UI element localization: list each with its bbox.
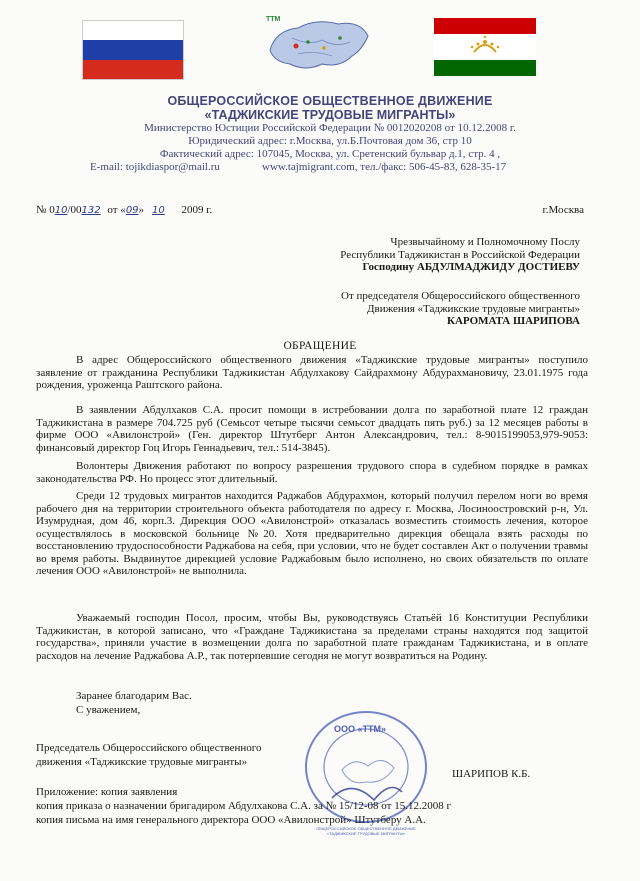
org-name-line2: «ТАДЖИКСКИЕ ТРУДОВЫЕ МИГРАНТЫ»	[204, 108, 456, 122]
stamp-center-text: ООО «ТТМ»	[334, 724, 387, 734]
signature-line2: движения «Таджикские трудовые мигранты»	[36, 756, 248, 768]
crown-icon	[434, 34, 536, 60]
thanks-line: Заранее благодарим Вас.	[76, 690, 192, 702]
email-contact[interactable]: E-mail: tojikdiaspor@mail.ru	[90, 161, 220, 173]
num-handwritten-1: 10	[54, 205, 68, 216]
document-title: ОБРАЩЕНИЕ	[283, 340, 357, 352]
russia-flag	[82, 20, 184, 80]
org-name-line1: ОБЩЕРОССИЙСКОЕ ОБЩЕСТВЕННОЕ ДВИЖЕНИЕ	[167, 94, 493, 108]
num-prefix: № 0	[36, 204, 55, 216]
paragraph-3: Волонтеры Движения работают по вопросу разрешения трудового спора в судебном порядке в рамках законодательства РФ. Но процесс этот длительный.	[36, 460, 588, 485]
sender-line2: Движения «Таджикские трудовые мигранты»	[367, 302, 580, 315]
paragraph-1: В адрес Общероссийского общественного движения «Таджикские трудовые мигранты» поступило заявление от гражданина Республики Таджикистан Абдулхакову Сайдрахмону Абдурахмановичу, 23.01.1975 года рождения, уроженца Раштского района.	[36, 354, 588, 391]
year-label: 2009 г.	[181, 204, 213, 216]
day-handwritten: 09	[125, 205, 139, 216]
addressee-block	[280, 236, 580, 274]
legal-address: Юридический адрес: г.Москва, ул.Б.Почтовая дом 36, стр 10	[188, 135, 472, 147]
tajikistan-flag	[434, 18, 536, 76]
city-label: г.Москва	[542, 204, 584, 216]
doc-number-line	[36, 204, 212, 216]
paragraph-2: В заявлении Абдулхаков С.А. просит помощи в истребовании долга по заработной плате 12 граждан Таджикистана в размере 704.725 руб (Семьсот четыре тысячи семьсот двадцать пять руб.) за 12 месяцев работы в фирме ООО «Авилонстрой» (Ген. директор Штутберг Антон Александрович, тел.: 8-9015199053,979-9053: финансовый директор Гоц Игорь Геннадьевич, тел.: 514-3845).	[36, 404, 588, 454]
attachment-line2: копия приказа о назначении бригадиром Абдулхакова С.А. за № 15/12-08 от 15.12.2008 г	[36, 800, 451, 812]
stamp-ring-text: ОБЩЕРОССИЙСКОЕ ОБЩЕСТВЕННОЕ ДВИЖЕНИЕ «ТАДЖИКСКИЕ ТРУДОВЫЕ МИГРАНТЫ»	[316, 826, 416, 836]
signer-name: ШАРИПОВ К.Б.	[452, 768, 531, 780]
ministry-registration: Министерство Юстиции Российской Федерации № 0012020208 от 10.12.2008 г.	[144, 122, 516, 134]
from-label: от «	[107, 204, 126, 216]
addressee-line3: Господину АБДУЛМАДЖИДУ ДОСТИЕВУ	[362, 261, 580, 273]
site-phone-contact: www.tajmigrant.com, тел./факс: 506-45-83, 628-35-17	[262, 161, 507, 173]
month-handwritten: 10	[152, 205, 165, 216]
addressee-line2: Республики Таджикистан в Российской Федерации	[340, 248, 580, 261]
num-handwritten-2: 132	[81, 205, 101, 216]
actual-address: Фактический адрес: 107045, Москва, ул. Сретенский бульвар д.1, стр. 4 ,	[159, 148, 501, 160]
paragraph-5: Уважаемый господин Посол, просим, чтобы Вы, руководствуясь Статьёй 16 Конституции Республики Таджикистан, в которой записано, что «Граждане Таджикистана за пределами страны находятся под защитой государства», приняли участие в возмещении долга по заработной плате гражданам Таджикистана, и в оплате расходов на лечение Раджабова А.Р., так потерпевшие сегодня не могут возвратиться на Родину.	[36, 612, 588, 662]
sender-block	[280, 290, 580, 328]
close-quote: »	[138, 204, 145, 216]
logo-text: ТТМ	[266, 16, 281, 23]
signature-line1: Председатель Общероссийского общественного	[36, 742, 262, 754]
attachment-line3: копия письма на имя генерального директора ООО «Авилонстрой» Штутберу А.А.	[36, 814, 426, 826]
regards-line: С уважением,	[76, 704, 141, 716]
num-mid: /00	[67, 204, 82, 216]
attachment-line1: Приложение: копия заявления	[36, 786, 178, 798]
addressee-line1: Чрезвычайному и Полномочному Послу	[390, 236, 580, 248]
sender-line1: От председателя Общероссийского общественного	[341, 290, 580, 302]
sender-line3: КАРОМАТА ШАРИПОВА	[447, 315, 580, 327]
paragraph-4: Среди 12 трудовых мигрантов находится Раджабов Абдурахмон, который получил перелом ноги во время рабочего дня на территории строительного объекта работодателя по адресу г. Москва, Лосиноостровский р-н, Ул. Изумрудная, дом 46, корп.3. Дирекция ООО «Авилонстрой» отказалась возместить стоимость лечения, которое осуществлялось в московской больнице №20. Хотя предварительно дирекция обещала взять расходы по восстановлению трудоспособности Раджабова на себя, при условии, что не будет составлен Акт о получении травмы во время работы. Выдвинутое дирекцией условие Раджабовым было исполнено, но своих обязательств по оплате лечения ООО «Авилонстрой» не выполнила.	[36, 490, 588, 577]
